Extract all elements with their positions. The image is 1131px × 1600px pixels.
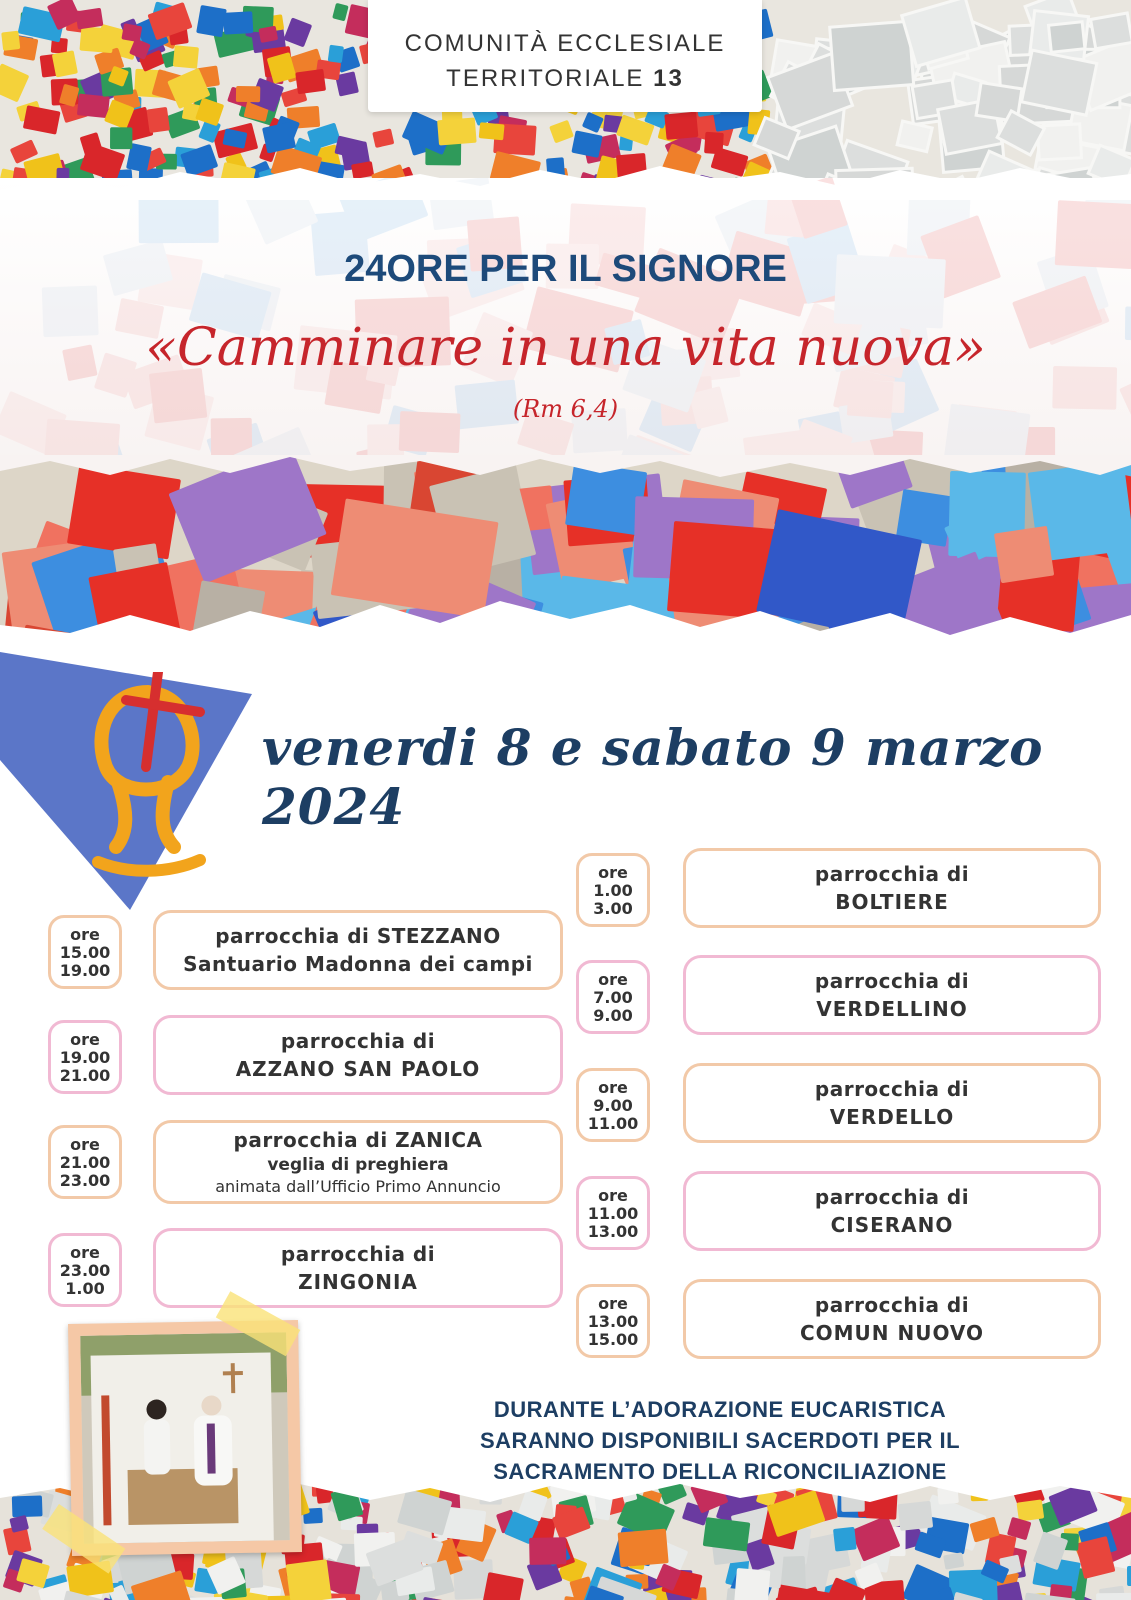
time-label: ore (598, 970, 628, 989)
mosaic-tile (79, 26, 114, 53)
mosaic-tile (529, 1537, 566, 1565)
event-date: venerdi 8 e sabato 9 marzo 2024 (262, 718, 1044, 836)
parish-verdellino (683, 955, 1101, 1035)
mosaic-tile (734, 1568, 770, 1600)
mosaic-tile (173, 45, 199, 68)
parish-line1: parrocchia di STEZZANO (215, 924, 501, 948)
time-end: 23.00 (59, 1171, 111, 1190)
time-end: 13.00 (587, 1222, 639, 1241)
notice-line3: SACRAMENTO DELLA RICONCILIAZIONE (493, 1459, 947, 1484)
parish-line2: BOLTIERE (835, 890, 949, 914)
parish-boltiere (683, 848, 1101, 928)
parish-line2: ZINGONIA (298, 1270, 418, 1294)
main-title: 24ORE PER IL SIGNORE (344, 248, 787, 290)
header-line2 (368, 61, 762, 96)
time-end: 19.00 (59, 961, 111, 980)
time-start: 23.00 (59, 1261, 111, 1280)
parish-line1: parrocchia di ZANICA (233, 1128, 483, 1152)
time-label: ore (598, 863, 628, 882)
mosaic-tile (898, 1501, 934, 1531)
time-start: 1.00 (593, 881, 633, 900)
time-start: 19.00 (59, 1048, 111, 1067)
header-box (368, 0, 762, 112)
time-start: 15.00 (59, 943, 111, 962)
time-slot-comun-nuovo (576, 1284, 650, 1358)
mosaic-tile (147, 107, 171, 133)
time-label: ore (598, 1294, 628, 1313)
time-label: ore (70, 925, 100, 944)
parish-line1: parrocchia di (814, 1185, 970, 1209)
parish-line1: parrocchia di (814, 1293, 970, 1317)
mosaic-tile (830, 21, 914, 90)
header-line2-text: TERRITORIALE (446, 65, 654, 92)
time-slot-azzano (48, 1020, 122, 1094)
mosaic-tile (12, 1495, 43, 1517)
parish-line2: AZZANO SAN PAOLO (235, 1057, 481, 1081)
header-line1: COMUNITÀ ECCLESIALE (404, 30, 726, 57)
time-slot-zanica (48, 1125, 122, 1199)
confession-notice (440, 1394, 1000, 1487)
time-end: 11.00 (587, 1114, 639, 1133)
parish-azzano (153, 1015, 563, 1095)
mosaic-tile (437, 117, 477, 145)
mosaic-tile (223, 11, 253, 34)
mosaic-tile (833, 1527, 857, 1552)
parish-line2: VERDELLINO (816, 997, 968, 1021)
time-label: ore (598, 1078, 628, 1097)
mosaic-tile (1096, 1593, 1131, 1600)
parish-line3: animata dall’Ufficio Primo Annuncio (215, 1177, 501, 1196)
time-start: 11.00 (587, 1204, 639, 1223)
parish-line1: parrocchia di (814, 862, 970, 886)
time-label: ore (70, 1135, 100, 1154)
time-end: 3.00 (593, 899, 633, 918)
parish-line1: parrocchia di (280, 1029, 436, 1053)
mosaic-tile (52, 50, 78, 77)
notice-line1: DURANTE L’ADORAZIONE EUCARISTICA (493, 1397, 947, 1422)
mosaic-tile (77, 94, 110, 119)
mosaic-tile (664, 112, 698, 140)
mosaic-tile (1127, 1566, 1131, 1586)
parish-line1: parrocchia di (280, 1242, 436, 1266)
mosaic-tile (1021, 50, 1096, 115)
mosaic-tile (196, 5, 227, 37)
photo-image (80, 1332, 290, 1544)
parish-line2: VERDELLO (829, 1105, 955, 1129)
mosaic-tile (1091, 13, 1131, 49)
mosaic-tile (236, 86, 260, 102)
time-start: 7.00 (593, 988, 633, 1007)
mosaic-tile (121, 23, 142, 42)
parish-stezzano (153, 910, 563, 990)
mosaic-tile (67, 463, 181, 559)
time-start: 9.00 (593, 1096, 633, 1115)
time-end: 9.00 (593, 1006, 633, 1025)
mosaic-tile (703, 1517, 751, 1551)
time-slot-ciserano (576, 1176, 650, 1250)
subtitle: «Camminare in una vita nuova» (145, 318, 986, 378)
parish-line2: COMUN NUOVO (799, 1321, 985, 1345)
parish-ciserano (683, 1171, 1101, 1251)
header-number: 13 (653, 65, 684, 92)
mosaic-tile (75, 8, 103, 30)
time-end: 15.00 (587, 1330, 639, 1349)
confession-photo (68, 1320, 302, 1556)
parish-line2: Santuario Madonna dei campi (183, 952, 533, 976)
mosaic-tile (328, 45, 344, 63)
parish-line2: veglia di preghiera (267, 1155, 449, 1175)
mosaic-tile (479, 122, 505, 140)
mosaic-tile (994, 526, 1054, 583)
parish-zanica (153, 1120, 563, 1204)
parish-line1: parrocchia di (814, 969, 970, 993)
middle-mosaic-banner (0, 455, 1131, 655)
parish-line1: parrocchia di (814, 1077, 970, 1101)
time-slot-verdellino (576, 960, 650, 1034)
parish-zingonia (153, 1228, 563, 1308)
parish-line2: CISERANO (830, 1213, 954, 1237)
bible-reference: (Rm 6,4) (512, 395, 619, 423)
notice-line2: SARANNO DISPONIBILI SACERDOTI PER IL (479, 1428, 961, 1453)
parish-comun-nuovo (683, 1279, 1101, 1359)
time-label: ore (598, 1186, 628, 1205)
time-slot-verdello (576, 1068, 650, 1142)
time-slot-zingonia (48, 1233, 122, 1307)
mosaic-tile (286, 1559, 332, 1600)
time-end: 1.00 (65, 1279, 105, 1298)
cross-chalice-logo-icon (88, 672, 208, 882)
time-slot-stezzano (48, 915, 122, 989)
time-end: 21.00 (59, 1066, 111, 1085)
mosaic-tile (897, 121, 932, 152)
time-label: ore (70, 1243, 100, 1262)
mosaic-tile (295, 69, 326, 94)
mosaic-tile (1017, 1499, 1045, 1521)
time-start: 21.00 (59, 1153, 111, 1172)
torn-edge-top (0, 160, 1131, 200)
mosaic-tile (704, 132, 724, 155)
time-slot-boltiere (576, 853, 650, 927)
time-start: 13.00 (587, 1312, 639, 1331)
mosaic-tile (1, 31, 20, 51)
time-label: ore (70, 1030, 100, 1049)
mosaic-tile (618, 1529, 669, 1568)
mosaic-tile (110, 127, 132, 149)
mosaic-tile (1049, 22, 1085, 52)
parish-verdello (683, 1063, 1101, 1143)
